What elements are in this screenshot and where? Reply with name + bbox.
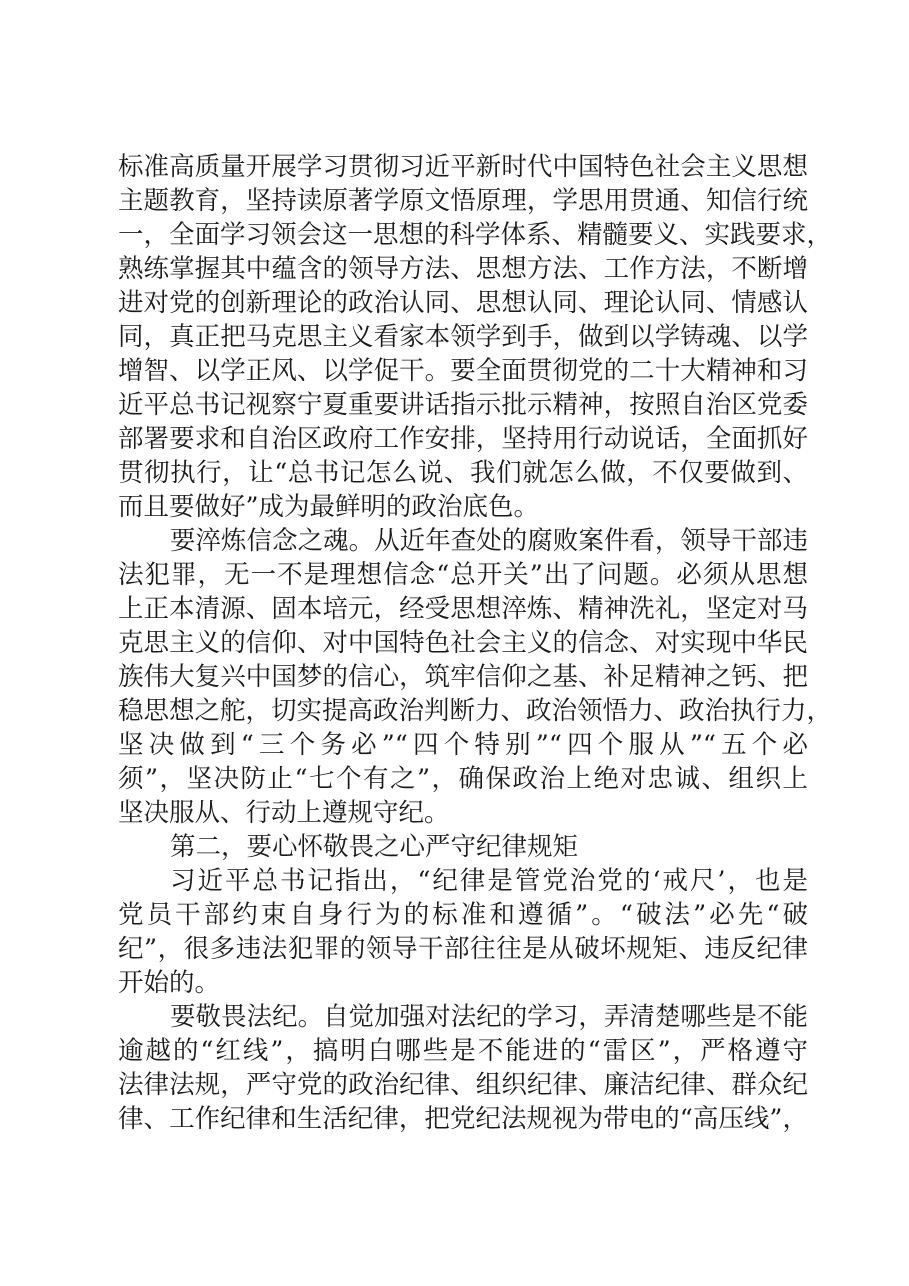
text-line: 近平总书记视察宁夏重要讲话指示批示精神，按照自治区党委 (118, 390, 808, 420)
text-line: 律、工作纪律和生活纪律，把党纪法规视为带电的“高压线”， (118, 1104, 808, 1134)
text-line: 逾越的“红线”，搞明白哪些是不能进的“雷区”，严格遵守 (118, 1036, 808, 1066)
text-line: 一，全面学习领会这一思想的科学体系、精髓要义、实践要求， (118, 220, 833, 250)
document-body (118, 150, 833, 1136)
text-line: 而且要做好”成为最鲜明的政治底色。 (118, 492, 540, 522)
text-line: 坚决服从、行动上遵规守纪。 (118, 798, 450, 828)
text-line: 熟练掌握其中蕴含的领导方法、思想方法、工作方法，不断增 (118, 254, 808, 284)
text-line: 进对党的创新理论的政治认同、思想认同、理论认同、情感认 (118, 288, 808, 318)
text-line: 族伟大复兴中国梦的信心，筑牢信仰之基、补足精神之钙、把 (118, 662, 808, 692)
text-line: 法犯罪，无一不是理想信念“总开关”出了问题。必须从思想 (118, 560, 808, 590)
text-line: 法律法规，严守党的政治纪律、组织纪律、廉洁纪律、群众纪 (118, 1070, 808, 1100)
text-line: 标准高质量开展学习贯彻习近平新时代中国特色社会主义思想 (118, 152, 808, 182)
text-line: 稳思想之舵，切实提高政治判断力、政治领悟力、政治执行力， (118, 696, 833, 726)
paragraph-first-line: 要敬畏法纪。自觉加强对法纪的学习，弄清楚哪些是不能 (170, 1002, 808, 1032)
text-line: 增智、以学正风、以学促干。要全面贯彻党的二十大精神和习 (118, 356, 808, 386)
text-line: 须”，坚决防止“七个有之”，确保政治上绝对忠诚、组织上 (118, 764, 808, 794)
section-heading: 第二，要心怀敬畏之心严守纪律规矩 (170, 832, 579, 862)
text-line: 贯彻执行，让“总书记怎么说、我们就怎么做，不仅要做到、 (118, 458, 808, 488)
text-line: 克思主义的信仰、对中国特色社会主义的信念、对实现中华民 (118, 628, 808, 658)
text-line: 上正本清源、固本培元，经受思想淬炼、精神洗礼，坚定对马 (118, 594, 808, 624)
paragraph-first-line: 习近平总书记指出，“纪律是管党治党的‘戒尺’，也是 (170, 866, 808, 896)
text-line: 同，真正把马克思主义看家本领学到手，做到以学铸魂、以学 (118, 322, 808, 352)
text-line: 纪”，很多违法犯罪的领导干部往往是从破坏规矩、违反纪律 (118, 934, 808, 964)
text-line: 开始的。 (118, 968, 221, 998)
text-line: 部署要求和自治区政府工作安排，坚持用行动说话，全面抓好 (118, 424, 808, 454)
text-line: 主题教育，坚持读原著学原文悟原理，学思用贯通、知信行统 (118, 186, 808, 216)
paragraph-first-line: 要淬炼信念之魂。从近年查处的腐败案件看，领导干部违 (170, 526, 808, 556)
text-line: 坚决做到“三个务必”“四个特别”“四个服从”“五个必 (118, 730, 808, 760)
text-line: 党员干部约束自身行为的标准和遵循”。“破法”必先“破 (118, 900, 808, 930)
